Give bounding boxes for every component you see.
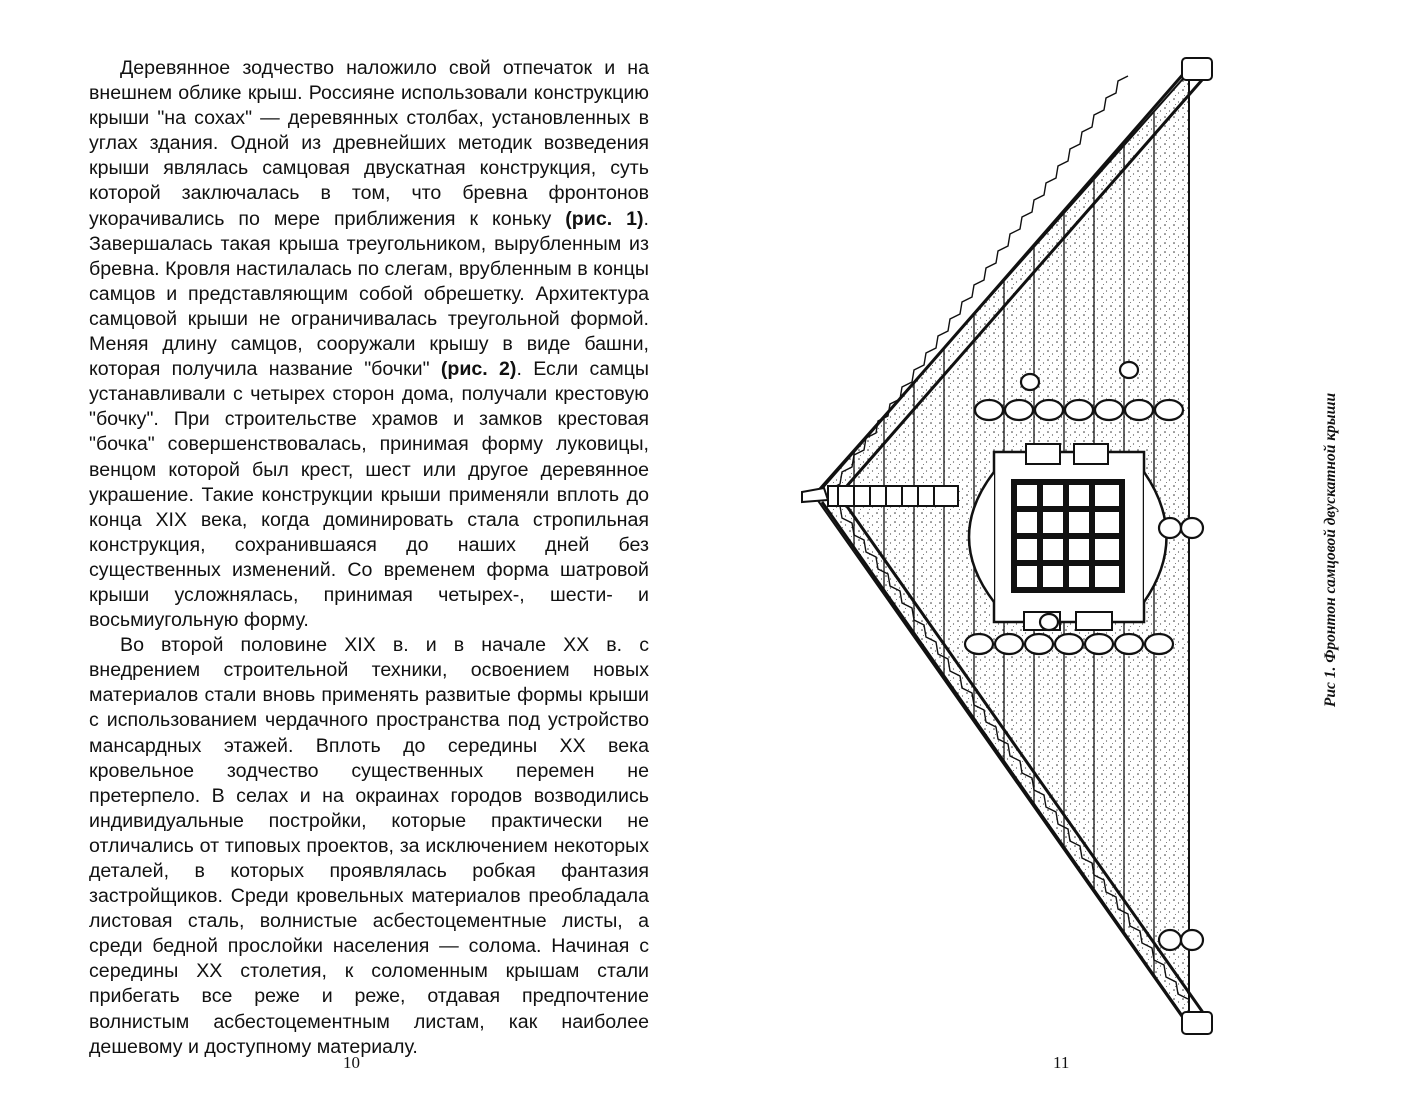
figure-reference-1: (рис. 1) [565,207,644,230]
page-number-left: 10 [343,1053,360,1072]
figure-caption: Рис 1. Фронтон самцовой двускатной крыши [1322,392,1339,708]
window-panes [1012,480,1124,592]
gable-roof-illustration [794,52,1234,1042]
right-page [709,0,1418,1093]
figure-reference-2: (рис. 2) [440,358,517,381]
paragraph-1: Деревянное зодчество наложило свой отпечаток и на внешнем облике крыш. Россияне использовали конструкцию крыши "на сохах" — деревянных столбах, установленных в углах здания. Одной из древнейших методик возведения крыши являлась самцовая двускатная конструкция, суть которой заключалась в том, что бревна фронтонов укорачивались по мере приближения к коньку (рис. 1). Завершалась такая крыша треугольником, вырубленным из бревна. Кровля настилалась по слегам, врубленным в концы самцов и представляющим собой обрешетку. Архитектура самцовой крыши не ограничивалась треугольной формой. Меняя длину самцов, сооружали крышу в виде башни, которая получила название "бочки" (рис. 2). Если самцы устанавливали с четырех сторон дома, получали крестовую "бочку". При строительстве храмов и замков крестовая "бочка" совершенствовалась, принимая форму луковицы, венцом которой был крест, шест или другое деревянное украшение. Такие конструкции крыши применяли вплоть до конца XIX века, когда доминировать стала стропильная конструкция, сохранившаяся до наших дней без существенных изменений. Со временем форма шатровой крыши усложнялась, принимая четырех-, шести- и восьмиугольную форму. [89,57,650,632]
paragraph-2: Во второй половине XIX в. и в начале XX в. с внедрением строительной техники, освоением новых материалов стали вновь применять развитые формы крыши с использованием чердачного пространства под устройство мансардных этажей. Вплоть до середины XX века кровельное зодчество существенных перемен не претерпело. В селах и на окраинах городов возводились индивидуальные постройки, которые практически не отличались от типовых проектов, за исключением некоторых деталей, в которых проявлялась робкая фантазия застройщиков. Среди кровельных материалов преобладала листовая сталь, волнистые асбестоцементные листы, а среди бедной прослойки населения — солома. Начиная с середины XX столетия, к соломенным крышам стали прибегать все реже и реже, отдавая предпочтение волнистым асбестоцементным листам, как наиболее дешевому и доступному материалу. [89,634,649,1058]
gable-drawing [794,52,1234,1042]
body-text [89,56,649,1060]
page-number-right: 11 [1053,1053,1070,1072]
